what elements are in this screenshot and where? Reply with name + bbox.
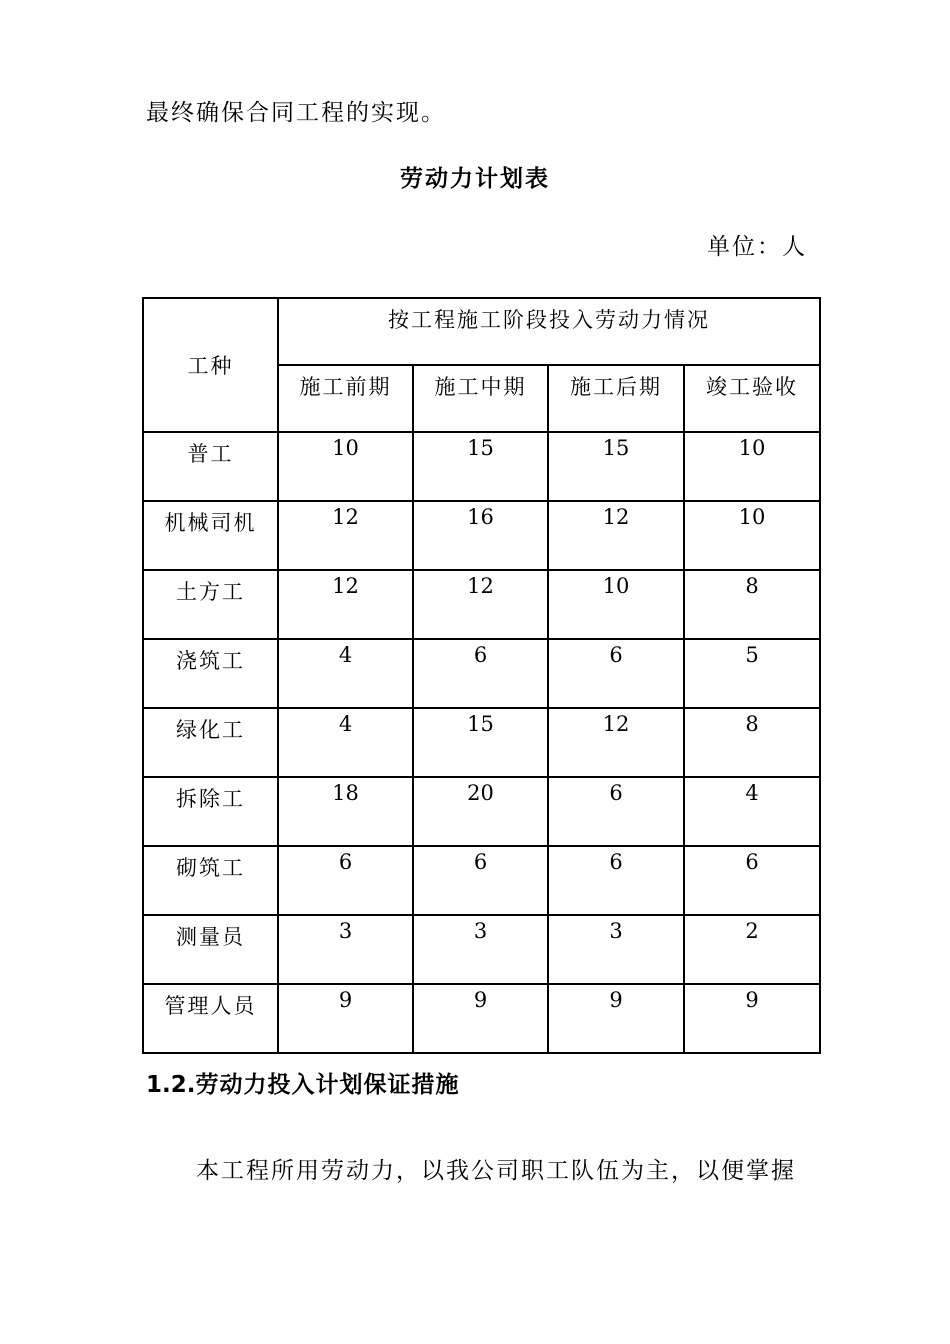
value-cell: 12 (278, 570, 413, 639)
value-cell: 10 (684, 432, 820, 501)
body-paragraph: 本工程所用劳动力，以我公司职工队伍为主，以便掌握 (196, 1158, 796, 1184)
value-cell: 6 (413, 846, 548, 915)
table-row (143, 570, 820, 639)
section-title: 劳动力投入计划保证措施 (195, 1071, 460, 1098)
value-cell: 10 (278, 432, 413, 501)
value-cell: 3 (548, 915, 684, 984)
value-cell: 3 (278, 915, 413, 984)
value-cell: 8 (684, 708, 820, 777)
unit-label: 单位：人 (707, 234, 807, 260)
value-cell: 6 (548, 639, 684, 708)
phase-header: 竣工验收 (684, 365, 820, 432)
value-cell: 12 (548, 501, 684, 570)
value-cell: 8 (684, 570, 820, 639)
value-cell: 15 (413, 432, 548, 501)
value-cell: 16 (413, 501, 548, 570)
value-cell: 12 (548, 708, 684, 777)
value-cell: 4 (684, 777, 820, 846)
table-row (143, 984, 820, 1053)
section-heading (146, 1066, 459, 1099)
trade-cell: 土方工 (143, 570, 278, 639)
value-cell: 10 (684, 501, 820, 570)
table-row (143, 432, 820, 501)
trade-cell: 普工 (143, 432, 278, 501)
value-cell: 4 (278, 708, 413, 777)
value-cell: 9 (278, 984, 413, 1053)
value-cell: 15 (548, 432, 684, 501)
value-cell: 3 (413, 915, 548, 984)
trade-header: 工种 (143, 298, 278, 432)
value-cell: 6 (548, 846, 684, 915)
group-header: 按工程施工阶段投入劳动力情况 (278, 298, 820, 365)
table-row (143, 915, 820, 984)
trade-cell: 拆除工 (143, 777, 278, 846)
table-row (143, 777, 820, 846)
value-cell: 6 (548, 777, 684, 846)
trade-cell: 管理人员 (143, 984, 278, 1053)
phase-header: 施工前期 (278, 365, 413, 432)
phase-header: 施工后期 (548, 365, 684, 432)
value-cell: 9 (548, 984, 684, 1053)
value-cell: 20 (413, 777, 548, 846)
value-cell: 2 (684, 915, 820, 984)
table-row (143, 708, 820, 777)
value-cell: 6 (684, 846, 820, 915)
table-row (143, 639, 820, 708)
value-cell: 9 (684, 984, 820, 1053)
value-cell: 10 (548, 570, 684, 639)
value-cell: 6 (413, 639, 548, 708)
value-cell: 15 (413, 708, 548, 777)
trade-cell: 测量员 (143, 915, 278, 984)
trade-cell: 浇筑工 (143, 639, 278, 708)
table-header-row (143, 298, 820, 365)
table-row (143, 501, 820, 570)
table-row (143, 846, 820, 915)
table-title: 劳动力计划表 (400, 165, 550, 192)
trade-cell: 绿化工 (143, 708, 278, 777)
phase-header: 施工中期 (413, 365, 548, 432)
labor-plan-table (142, 297, 821, 1054)
intro-paragraph: 最终确保合同工程的实现。 (146, 100, 446, 126)
value-cell: 4 (278, 639, 413, 708)
value-cell: 18 (278, 777, 413, 846)
value-cell: 5 (684, 639, 820, 708)
value-cell: 12 (278, 501, 413, 570)
value-cell: 12 (413, 570, 548, 639)
value-cell: 6 (278, 846, 413, 915)
trade-cell: 砌筑工 (143, 846, 278, 915)
value-cell: 9 (413, 984, 548, 1053)
trade-cell: 机械司机 (143, 501, 278, 570)
section-number: 1.2. (146, 1072, 196, 1098)
